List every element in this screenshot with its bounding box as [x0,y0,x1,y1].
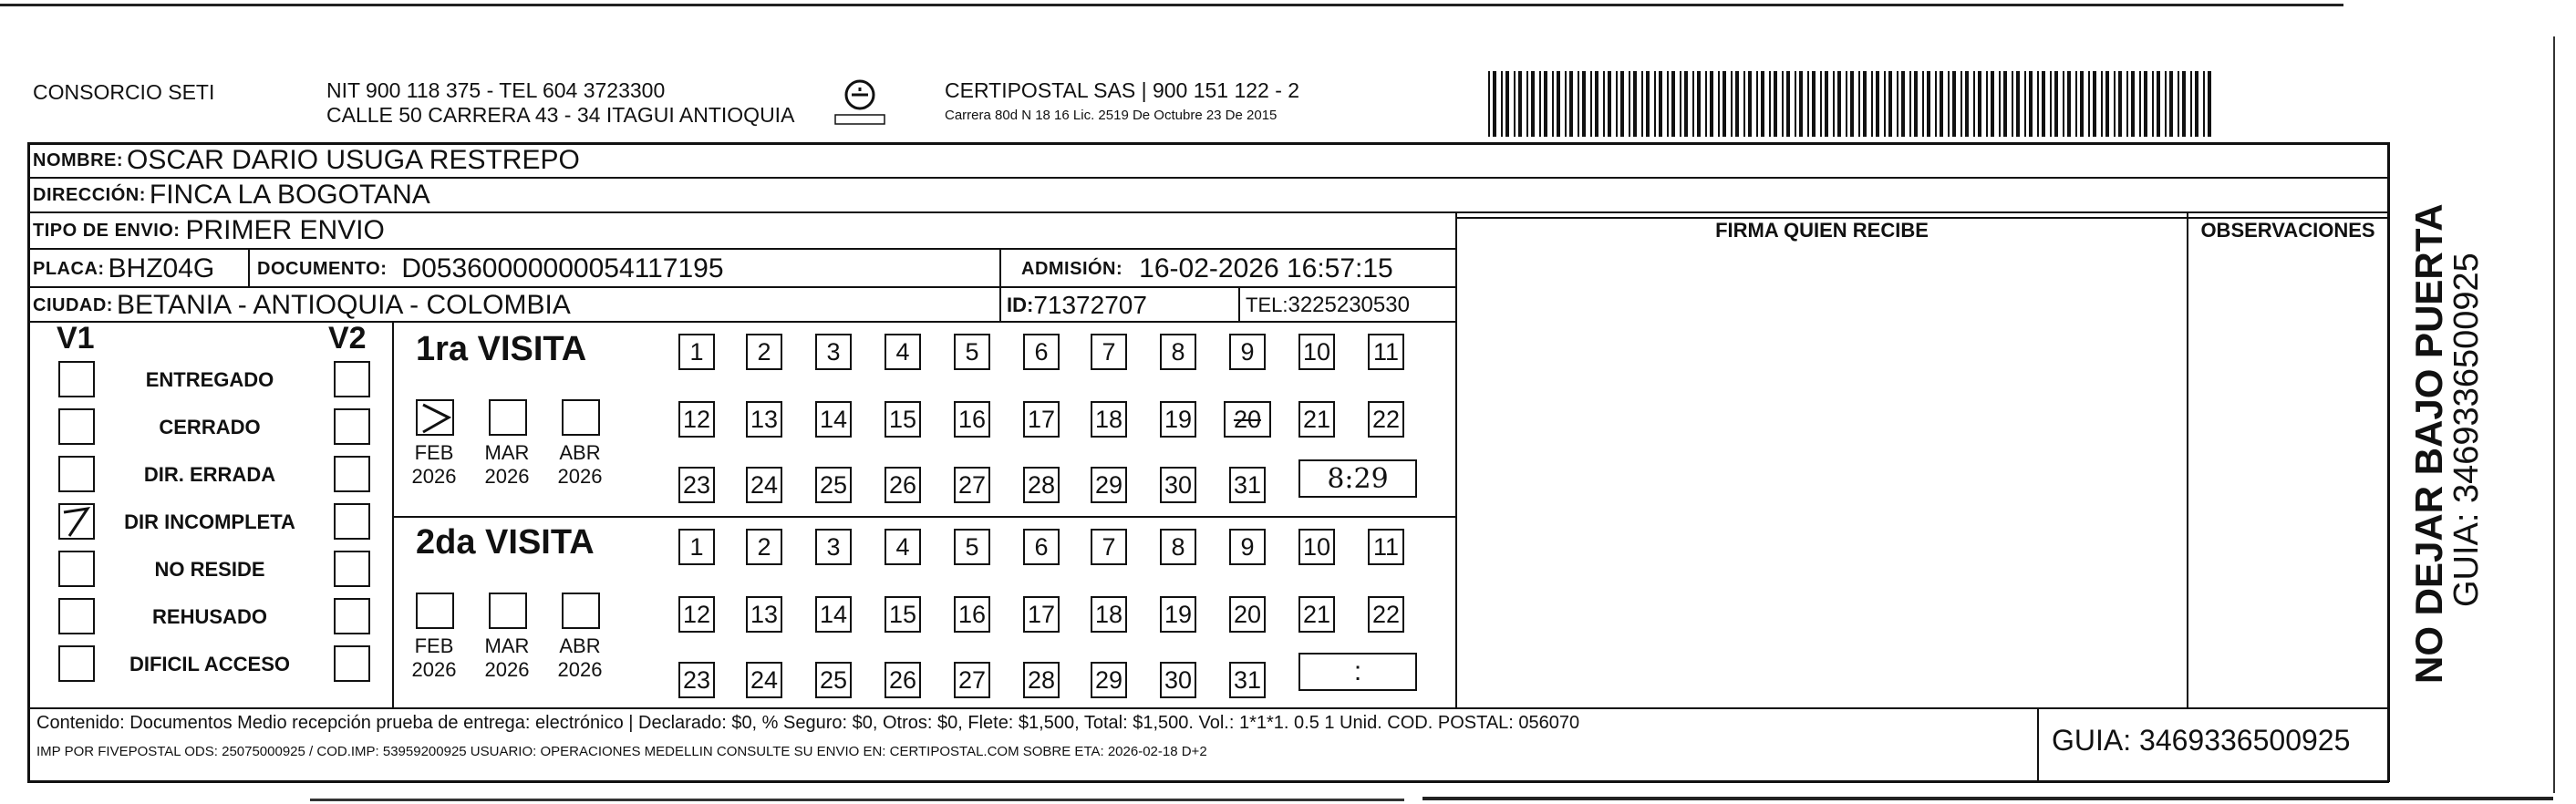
day-box[interactable]: 25 [815,467,852,503]
month-label: ABR [559,634,601,657]
v1-checkbox[interactable] [58,361,95,397]
city-label: CIUDAD: [33,294,113,315]
month-checkbox[interactable] [562,593,600,629]
admission-label: ADMISIÓN: [1021,258,1123,279]
day-box[interactable]: 12 [678,401,715,438]
col-line [392,516,1457,518]
tel-label: TEL: [1246,294,1288,316]
day-box[interactable]: 7 [1091,334,1127,370]
day-box[interactable]: 1 [678,334,715,370]
license-line: Carrera 80d N 18 16 Lic. 2519 De Octubre 23 De 2015 [945,108,1278,123]
check-mark-icon [418,401,454,436]
day-box[interactable]: 20 [1229,596,1266,633]
document-value: D05360000000054117195 [401,253,724,283]
col-line [999,250,1001,288]
day-box[interactable]: 8 [1160,334,1196,370]
type-label: TIPO DE ENVIO: [33,220,181,241]
day-box[interactable]: 24 [746,467,782,503]
no-under-door-warning: NO DEJAR BAJO PUERTA [2407,203,2450,684]
day-box[interactable]: 13 [746,401,782,438]
day-box[interactable]: 11 [1368,529,1404,565]
barcode [1488,71,2218,141]
day-box[interactable]: 18 [1091,401,1127,438]
day-box[interactable]: 9 [1229,334,1266,370]
second-visit-title: 2da VISITA [416,523,595,562]
carrier-line: CERTIPOSTAL SAS | 900 151 122 - 2 [945,78,1300,102]
v1-checkbox[interactable] [58,598,95,634]
month-checkbox[interactable] [416,399,454,436]
admission-cell [1021,250,1393,288]
year-label: 2026 [411,465,457,488]
day-box[interactable]: 30 [1160,467,1196,503]
day-box[interactable]: 29 [1091,662,1127,698]
v1-checkbox[interactable] [58,408,95,445]
plate-cell [33,250,214,288]
day-box[interactable]: 31 [1229,662,1266,698]
sender-address: CALLE 50 CARRERA 43 - 34 ITAGUI ANTIOQUIA [326,103,795,127]
bottom-edge-rule [310,799,1404,801]
id-value: 71372707 [1033,291,1147,319]
day-box[interactable]: 9 [1229,529,1266,565]
imp-line: IMP POR FIVEPOSTAL ODS: 25075000925 / COD.IMP: 53959200925 USUARIO: OPERACIONES MEDELLIN CONSULTE SU ENVIO EN: CERTIPOSTAL.COM SOBRE ETA: 2026-02-18 D+2 [36,744,1207,759]
v1-checkbox[interactable] [58,551,95,587]
document-label: DOCUMENTO: [257,258,388,279]
status-label: REHUSADO [152,605,267,628]
day-box[interactable]: 17 [1023,596,1060,633]
year-label: 2026 [484,658,530,681]
month-label: MAR [484,441,530,464]
day-box[interactable]: 19 [1160,596,1196,633]
day-box[interactable]: 14 [815,596,852,633]
year-label: 2026 [411,658,457,681]
city-cell [33,288,571,323]
day-box[interactable]: 27 [954,662,990,698]
day-box[interactable]: 2 [746,529,782,565]
col-line [2187,213,2188,709]
first-visit-time[interactable]: 8:29 [1298,459,1417,498]
v1-checkbox[interactable] [58,503,95,540]
day-box[interactable]: 21 [1298,596,1335,633]
month-checkbox[interactable] [416,593,454,629]
name-label: NOMBRE: [33,149,124,170]
day-box[interactable]: 14 [815,401,852,438]
month-checkbox[interactable] [489,593,527,629]
check-mark-icon [60,505,97,541]
logo-icon [832,75,888,131]
day-box[interactable]: 2 [746,334,782,370]
day-box[interactable]: 30 [1160,662,1196,698]
month-label: ABR [559,441,601,464]
day-box[interactable]: 11 [1368,334,1404,370]
shipment-type: PRIMER ENVIO [185,215,385,245]
day-box[interactable]: 19 [1160,401,1196,438]
year-label: 2026 [557,465,603,488]
day-box[interactable]: 17 [1023,401,1060,438]
signature-label: FIRMA QUIEN RECIBE [1715,219,1929,242]
day-box[interactable]: 3 [815,334,852,370]
footer-guia: GUIA: 3469336500925 [2052,724,2351,757]
address-row [33,178,430,212]
status-label: NO RESIDE [154,558,265,581]
month-label: FEB [414,441,454,464]
day-box[interactable]: 27 [954,467,990,503]
day-box[interactable]: 21 [1298,401,1335,438]
tel-value: 3225230530 [1288,293,1410,317]
status-label: ENTREGADO [145,368,274,391]
plate-label: PLACA: [33,258,105,279]
day-box[interactable]: 31 [1229,467,1266,503]
day-box[interactable]: 4 [885,529,921,565]
bottom-edge-rule-right [1422,797,2553,800]
city-value: BETANIA - ANTIOQUIA - COLOMBIA [116,290,571,320]
day-box[interactable]: 10 [1298,334,1335,370]
day-box[interactable]: 10 [1298,529,1335,565]
month-label: FEB [414,634,454,657]
row-line [27,707,2389,709]
recipient-address: FINCA LA BOGOTANA [149,180,430,210]
month-checkbox[interactable] [562,399,600,436]
month-label: MAR [484,634,530,657]
day-box[interactable]: 15 [885,401,921,438]
day-box[interactable]: 29 [1091,467,1127,503]
col-line [1455,213,1457,709]
observations-label: OBSERVACIONES [2200,219,2375,242]
month-checkbox[interactable] [489,399,527,436]
status-label: DIR. ERRADA [143,463,276,486]
day-box[interactable]: 23 [678,662,715,698]
form-right-border [2387,142,2390,782]
day-box[interactable]: 28 [1023,662,1060,698]
signature-area[interactable] [1459,252,2185,706]
form-bottom-border [27,780,2389,783]
plate-value: BHZ04G [108,253,215,283]
day-box[interactable]: 15 [885,596,921,633]
day-box[interactable]: 6 [1023,334,1060,370]
name-row [33,143,580,178]
day-box[interactable]: 22 [1368,596,1404,633]
v1-checkbox[interactable] [58,456,95,492]
id-cell [1007,288,1147,323]
document-cell [257,250,724,288]
col-line [248,250,250,288]
day-box[interactable]: 20 [1224,401,1271,438]
company-name: CONSORCIO SETI [33,80,215,104]
certipostal-logo [832,75,888,131]
day-box[interactable]: 1 [678,529,715,565]
tel-cell [1246,288,1410,323]
v2-checkbox[interactable] [334,645,370,682]
status-label: CERRADO [159,416,261,438]
recipient-name: OSCAR DARIO USUGA RESTREPO [127,145,580,175]
year-label: 2026 [557,658,603,681]
day-box[interactable]: 18 [1091,596,1127,633]
v2-checkbox[interactable] [334,503,370,540]
content-line: Contenido: Documentos Medio recepción prueba de entrega: electrónico | Declarado: $0, % Seguro: $0, Otros: $0, Flete: $1,500, Total: $1,500. Vol.: 1*1*1. 0.5 1 Unid. COD. POSTAL: 056070 [36,713,1580,733]
day-box[interactable]: 8 [1160,529,1196,565]
status-label: DIR INCOMPLETA [124,510,295,533]
col-line [999,288,1001,323]
year-label: 2026 [484,465,530,488]
v2-checkbox[interactable] [334,598,370,634]
day-box[interactable]: 26 [885,467,921,503]
nit-line: NIT 900 118 375 - TEL 604 3723300 [326,78,666,102]
day-box[interactable]: 13 [746,596,782,633]
day-box[interactable]: 22 [1368,401,1404,438]
right-edge-rule [2553,36,2555,793]
day-box[interactable]: 4 [885,334,921,370]
top-edge-rule [0,4,2343,6]
first-visit-title: 1ra VISITA [416,330,587,368]
observations-area[interactable] [2190,252,2385,706]
day-box[interactable]: 26 [885,662,921,698]
day-box[interactable]: 3 [815,529,852,565]
v2-label: V2 [328,321,367,356]
form-left-border [27,142,30,782]
v2-checkbox[interactable] [334,551,370,587]
v1-label: V1 [57,321,95,356]
id-label: ID: [1007,294,1034,316]
type-row [33,212,385,249]
col-line [1238,288,1240,323]
day-box[interactable]: 6 [1023,529,1060,565]
col-line [2037,709,2039,782]
side-guia: GUIA: 3469336500925 [2447,253,2486,607]
day-box[interactable]: 28 [1023,467,1060,503]
address-label: DIRECCIÓN: [33,184,146,205]
v1-checkbox[interactable] [58,645,95,682]
day-box[interactable]: 5 [954,529,990,565]
day-box[interactable]: 24 [746,662,782,698]
day-box[interactable]: 12 [678,596,715,633]
day-box[interactable]: 7 [1091,529,1127,565]
day-box[interactable]: 5 [954,334,990,370]
day-box[interactable]: 23 [678,467,715,503]
admission-value: 16-02-2026 16:57:15 [1139,253,1393,283]
status-label: DIFICIL ACCESO [129,653,290,675]
v2-checkbox[interactable] [334,408,370,445]
day-box[interactable]: 16 [954,596,990,633]
v2-checkbox[interactable] [334,456,370,492]
second-visit-time[interactable]: : [1298,653,1417,691]
v2-checkbox[interactable] [334,361,370,397]
day-box[interactable]: 25 [815,662,852,698]
day-box[interactable]: 16 [954,401,990,438]
